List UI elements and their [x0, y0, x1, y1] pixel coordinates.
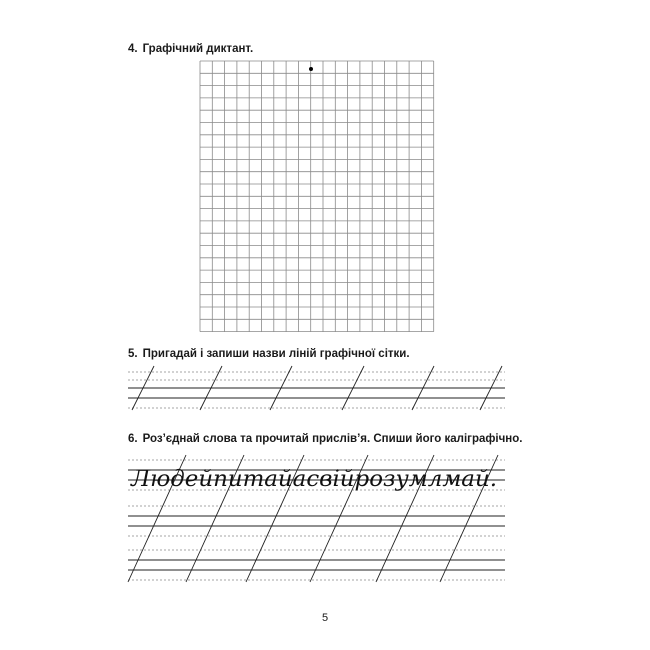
dictation-grid[interactable] — [200, 61, 434, 332]
task-instruction: Графічний диктант. — [142, 43, 254, 55]
task-instruction: Пригадай і запиши назви ліній графічної сітки. — [142, 348, 410, 360]
task-number: 4. — [128, 43, 138, 55]
task-instruction: Роз’єднай слова та прочитай прислів’я. Спиши його каліграфічно. — [142, 433, 523, 445]
proverb-cursive-text: Людейпитайасвійрозумлмай. — [129, 467, 497, 492]
task-number: 5. — [128, 348, 138, 360]
page-number: 5 — [321, 612, 329, 624]
handwriting-lines-task5[interactable] — [128, 366, 505, 410]
start-dot — [309, 67, 313, 71]
task-number: 6. — [128, 433, 138, 445]
